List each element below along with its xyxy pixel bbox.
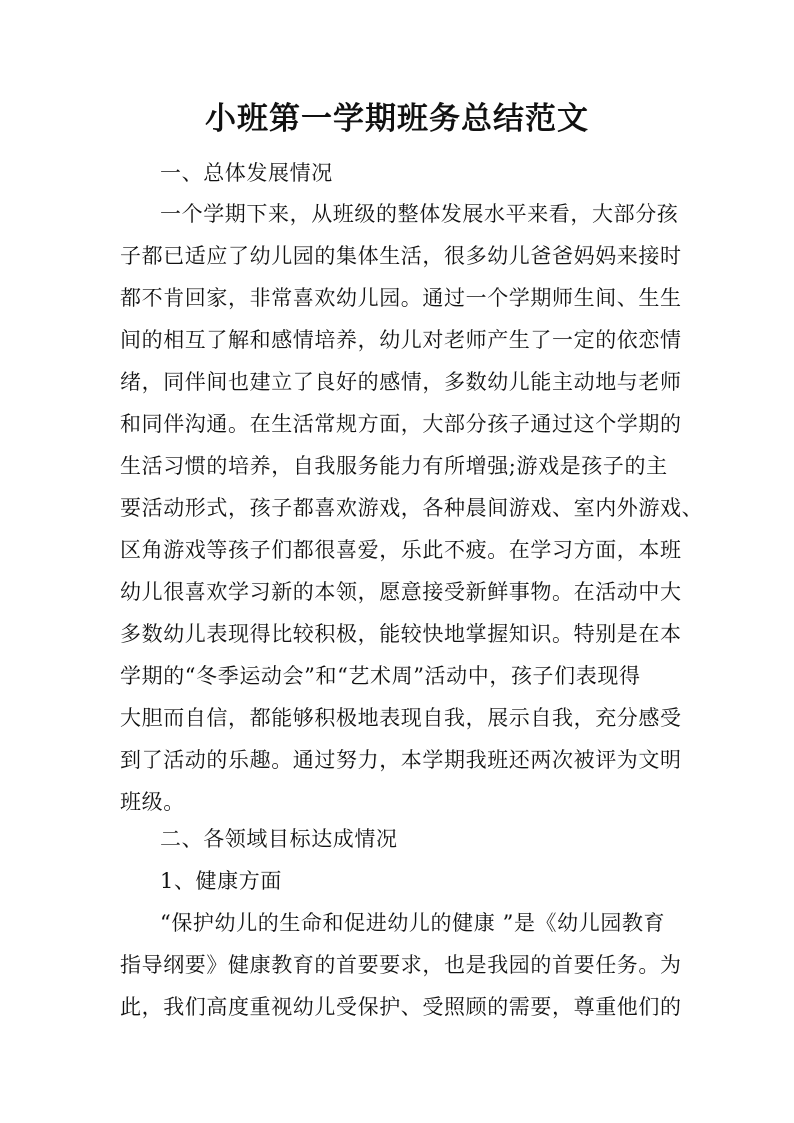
paragraph-line: 区角游戏等孩子们都很喜爱，乐此不疲。在学习方面，本班	[120, 538, 682, 562]
paragraph-line: 幼儿很喜欢学习新的本领，愿意接受新鲜事物。在活动中大	[120, 580, 682, 604]
paragraph-line: 生活习惯的培养，自我服务能力有所增强;游戏是孩子的主	[120, 454, 668, 478]
paragraph-line: 班级。	[120, 790, 185, 814]
paragraph-line: 要活动形式，孩子都喜欢游戏，各种晨间游戏、室内外游戏、	[120, 496, 704, 520]
paragraph-line: 和同伴沟通。在生活常规方面，大部分孩子通过这个学期的	[120, 412, 682, 436]
paragraph-line: 子都已适应了幼儿园的集体生活，很多幼儿爸爸妈妈来接时	[120, 244, 682, 268]
paragraph-line: 间的相互了解和感情培养，幼儿对老师产生了一定的依恋情	[120, 328, 682, 352]
paragraph-line: 绪，同伴间也建立了良好的感情，多数幼儿能主动地与老师	[120, 370, 682, 394]
paragraph-line: 到了活动的乐趣。通过努力，本学期我班还两次被评为文明	[120, 748, 682, 772]
section-heading-overall: 一、总体发展情况	[160, 161, 333, 185]
document-title: 小班第一学期班务总结范文	[205, 101, 589, 137]
paragraph-line: “保护幼儿的生命和促进幼儿的健康 ”是《幼儿园教育	[160, 911, 666, 935]
paragraph-line: 大胆而自信，都能够积极地表现自我，展示自我，充分感受	[120, 706, 682, 730]
paragraph-line: 学期的“冬季运动会”和“艺术周”活动中，孩子们表现得	[120, 664, 641, 688]
paragraph-line: 多数幼儿表现得比较积极，能较快地掌握知识。特别是在本	[120, 622, 682, 646]
paragraph-line: 一个学期下来，从班级的整体发展水平来看，大部分孩	[160, 202, 679, 226]
paragraph-line: 此，我们高度重视幼儿受保护、受照顾的需要，尊重他们的	[120, 995, 682, 1019]
section-heading-domains: 二、各领域目标达成情况	[160, 827, 398, 851]
paragraph-line: 都不肯回家，非常喜欢幼儿园。通过一个学期师生间、生生	[120, 286, 682, 310]
subsection-heading-health: 1、健康方面	[160, 869, 282, 893]
paragraph-line: 指导纲要》健康教育的首要要求，也是我园的首要任务。为	[120, 953, 682, 977]
